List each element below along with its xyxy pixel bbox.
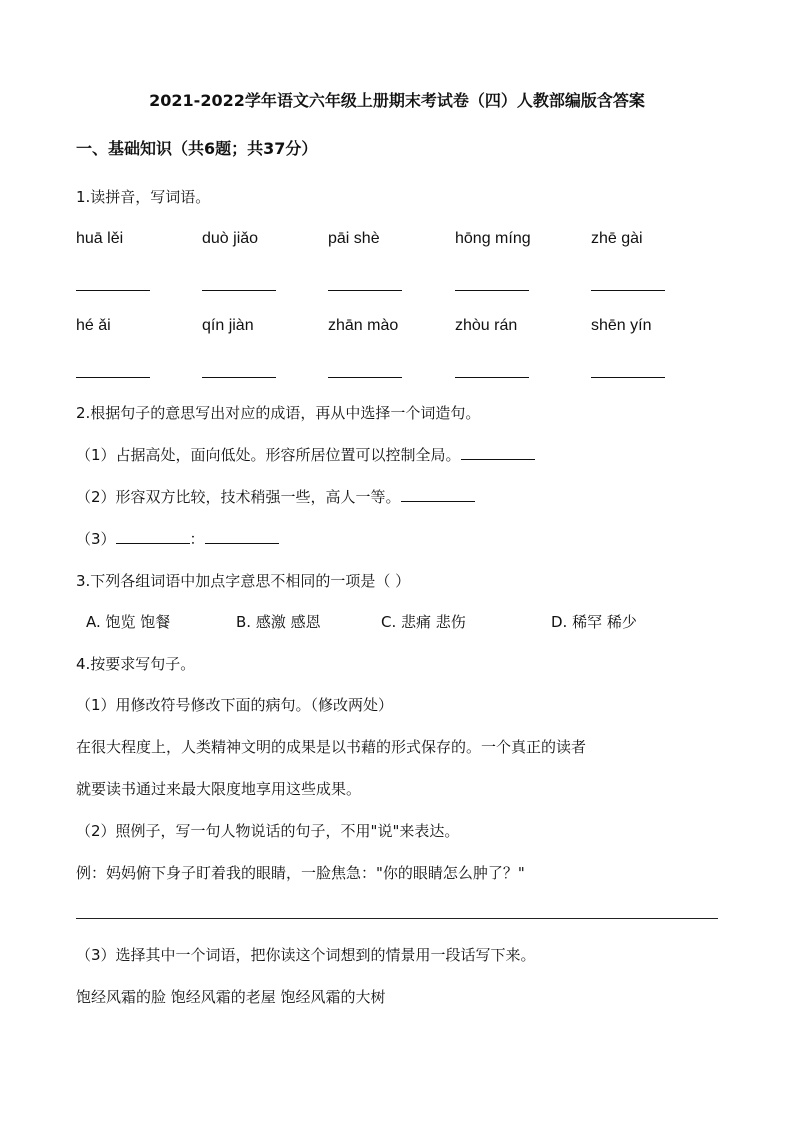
q4-item-3: （3）选择其中一个词语，把你读这个词想到的情景用一段话写下来。 — [76, 946, 536, 964]
q3-option-d[interactable]: D. 稀罕 稀少 — [551, 613, 637, 631]
pinyin-item: pāi shè — [328, 230, 380, 247]
q4-phrases: 饱经风霜的脸 饱经风霜的老屋 饱经风霜的大树 — [76, 988, 386, 1006]
q2-item-3-prefix: （3） — [76, 530, 116, 548]
pinyin-item: zhòu rán — [455, 317, 518, 334]
q3-option-c[interactable]: C. 悲痛 悲伤 — [381, 613, 466, 631]
q1-prompt: 1.读拼音，写词语。 — [76, 188, 211, 206]
answer-blank[interactable] — [328, 276, 402, 291]
q4-example: 例：妈妈俯下身子盯着我的眼睛，一脸焦急："你的眼睛怎么肿了？" — [76, 864, 525, 882]
pinyin-item: shēn yín — [591, 317, 652, 334]
q2-item-3 — [76, 528, 279, 549]
q2-item-2 — [76, 486, 475, 507]
pinyin-item: zhē gài — [591, 230, 643, 247]
q4-prompt: 4.按要求写句子。 — [76, 655, 196, 673]
page-title: 2021-2022学年语文六年级上册期末考试卷（四）人教部编版含答案 — [149, 91, 645, 110]
answer-blank[interactable] — [591, 363, 665, 378]
pinyin-item: hōng míng — [455, 230, 531, 247]
q2-item-3-sep: ： — [189, 530, 205, 548]
answer-blank[interactable] — [116, 529, 190, 544]
q3-prompt: 3.下列各组词语中加点字意思不相同的一项是（ ） — [76, 572, 411, 590]
section-heading: 一、基础知识（共6题；共37分） — [76, 139, 318, 158]
answer-blank[interactable] — [76, 363, 150, 378]
q3-option-b[interactable]: B. 感激 感恩 — [236, 613, 321, 631]
q2-item-2-text: （2）形容双方比较，技术稍强一些，高人一等。 — [76, 488, 401, 506]
answer-blank[interactable] — [202, 363, 276, 378]
pinyin-item: duò jiǎo — [202, 230, 259, 247]
pinyin-item: huā lěi — [76, 230, 124, 247]
pinyin-item: qín jiàn — [202, 317, 254, 334]
answer-blank[interactable] — [455, 363, 529, 378]
answer-blank[interactable] — [401, 487, 475, 502]
answer-blank[interactable] — [461, 445, 535, 460]
q3-option-a[interactable]: A. 饱览 饱餐 — [86, 613, 171, 631]
q4-sentence-line-1: 在很大程度上，人类精神文明的成果是以书藉的形式保存的。一个真正的读者 — [76, 738, 587, 756]
answer-blank[interactable] — [76, 276, 150, 291]
q4-item-1: （1）用修改符号修改下面的病句。（修改两处） — [76, 696, 394, 714]
pinyin-item: zhān mào — [328, 317, 399, 334]
pinyin-item: hé ǎi — [76, 317, 111, 334]
answer-blank[interactable] — [591, 276, 665, 291]
q4-sentence-line-2: 就要读书通过来最大限度地享用这些成果。 — [76, 780, 362, 798]
q2-item-1 — [76, 444, 535, 465]
q2-prompt: 2.根据句子的意思写出对应的成语，再从中选择一个词造句。 — [76, 404, 481, 422]
answer-blank[interactable] — [455, 276, 529, 291]
answer-blank[interactable] — [205, 529, 279, 544]
q4-item-2: （2）照例子，写一句人物说话的句子，不用"说"来表达。 — [76, 822, 460, 840]
answer-blank[interactable] — [202, 276, 276, 291]
answer-line[interactable] — [76, 918, 718, 919]
answer-blank[interactable] — [328, 363, 402, 378]
q2-item-1-text: （1）占据高处，面向低处。形容所居位置可以控制全局。 — [76, 446, 461, 464]
